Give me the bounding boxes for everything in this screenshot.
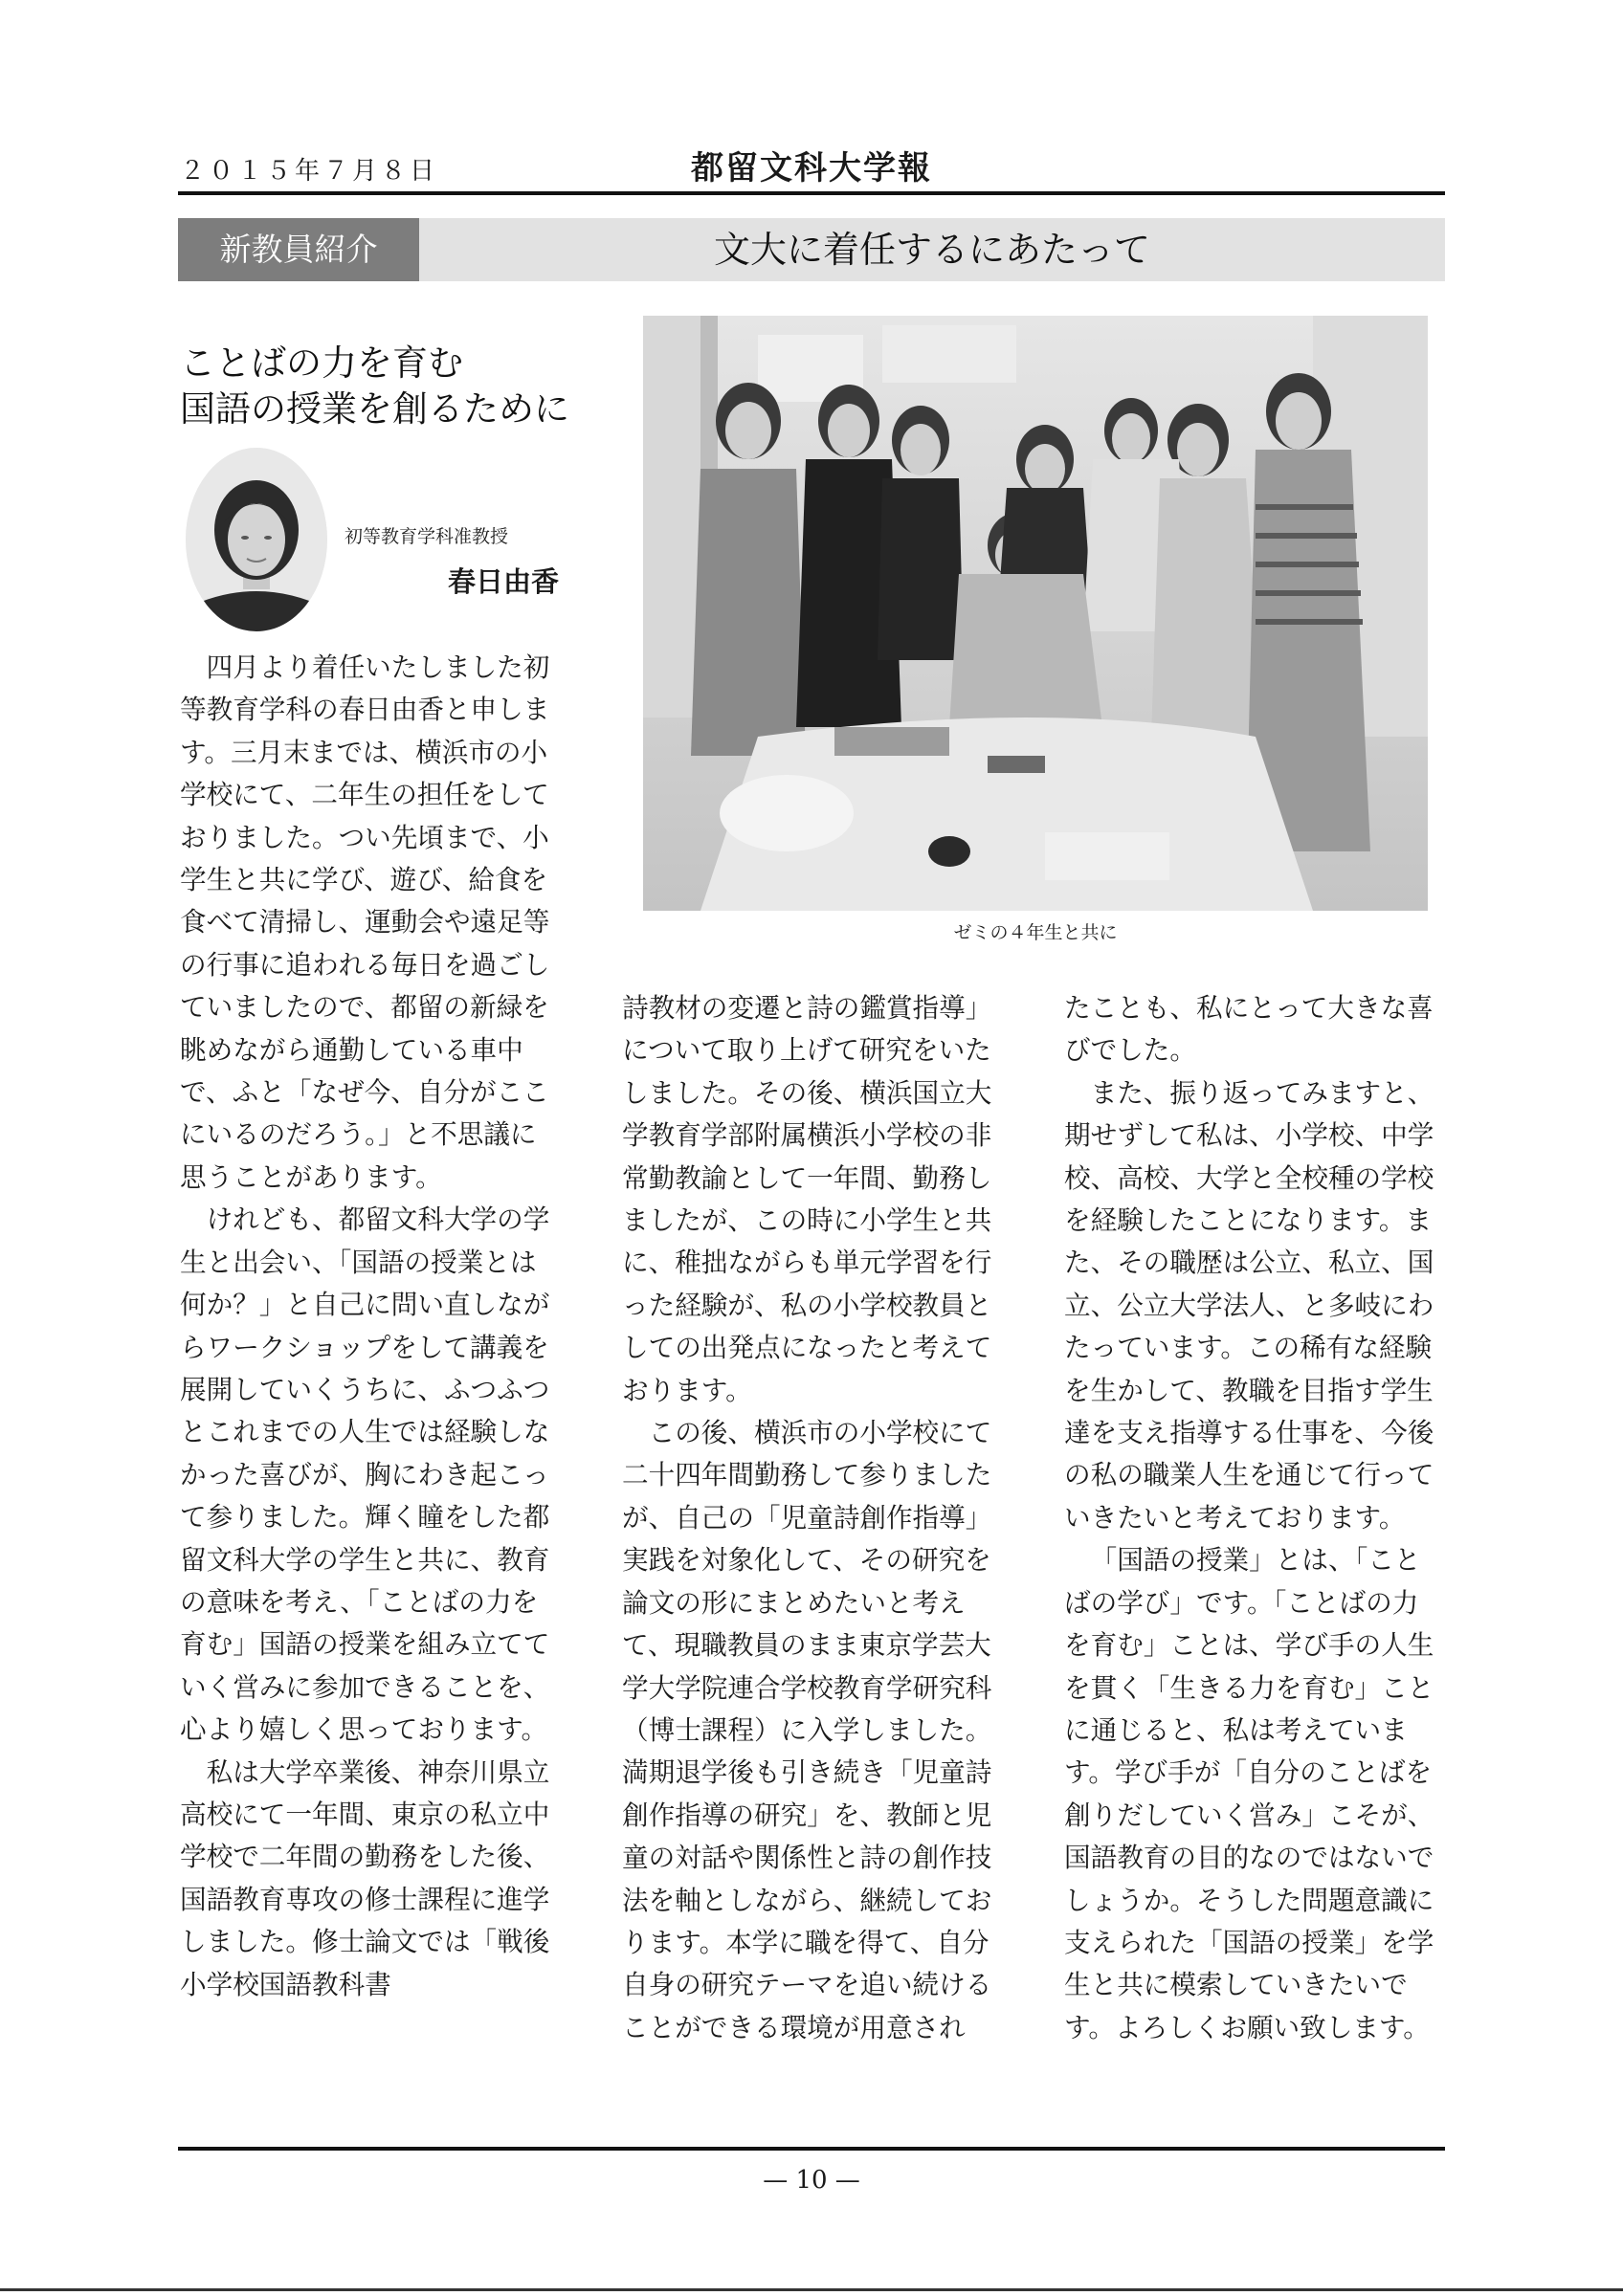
issue-date: ２０１５年７月８日: [180, 157, 439, 186]
paragraph: けれども、都留文科大学の学生と出会い、「国語の授業とは何か？」と自己に問い直しながらワークショップをして講義を展開していくうちに、ふつふつとこれまでの人生では経験しなかった喜びが、胸にわき起こって参りました。輝く瞳をした都留文科大学の学生と共に、教育の意味を考え、「ことばの力を育む」国語の授業を組み立てていく営みに参加できることを、心より嬉しく思っております。: [180, 1203, 550, 1746]
headline-line-1: ことばの力を育む: [180, 342, 463, 384]
body-column-2: [622, 987, 999, 2049]
author-title: 初等教育学科准教授: [345, 526, 509, 547]
page-number: — 10 —: [763, 2166, 860, 2195]
paragraph: また、振り返ってみますと、期せずして私は、小学校、中学校、高校、大学と全校種の学校を経験したことになります。また、その職歴は公立、私立、国立、公立大学法人、と多岐にわたっています。この稀有な経験を生かして、教職を目指す学生達を支え指導する仕事を、今後の私の職業人生を通じて行っていきたいと考えております。: [1064, 1076, 1434, 1534]
section-title: 文大に着任するにあたって: [713, 229, 1150, 271]
body-column-1: [180, 647, 557, 2006]
masthead-title: 都留文科大学報: [691, 149, 932, 188]
paragraph: この後、横浜市の小学校にて二十四年間勤務して参りましたが、自己の「児童詩創作指導」実践を対象化して、その研究を論文の形にまとめたいと考えて、現職教員のまま東京学芸大学大学院連合学校教育学研究科（博士課程）に入学しました。満期退学後も引き続き「児童詩創作指導の研究」を、教師と児童の対話や関係性と詩の創作技法を軸としながら、継続しております。本学に職を得て、自分自身の研究テーマを追い続けることができる環境が用意され: [622, 1417, 992, 2043]
paragraph: たことも、私にとって大きな喜びでした。: [1064, 992, 1434, 1067]
paragraph: 四月より着任いたしました初等教育学科の春日由香と申します。三月末までは、横浜市の小学校にて、二年生の担任をしておりました。つい先頃まで、小学生と共に学び、遊び、給食を食べて清掃し、運動会や遠足等の行事に追われる毎日を過ごしていましたので、都留の新緑を眺めながら通勤している車中で、ふと「なぜ今、自分がここにいるのだろう。」と不思議に思うことがあります。: [180, 651, 550, 1193]
section-label: 新教員紹介: [178, 218, 419, 281]
seminar-group-photo: [643, 316, 1428, 911]
paragraph: 私は大学卒業後、神奈川県立高校にて一年間、東京の私立中学校で二年間の勤務をした後、国語教育専攻の修士課程に進学しました。修士論文では「戦後小学校国語教科書: [180, 1755, 550, 2000]
headline-line-2: 国語の授業を創るために: [180, 388, 569, 430]
photo-caption: ゼミの４年生と共に: [953, 922, 1118, 943]
paragraph: 詩教材の変遷と詩の鑑賞指導」について取り上げて研究をいたしました。その後、横浜国立大学教育学部附属横浜小学校の非常勤教諭として一年間、勤務しましたが、この時に小学生と共に、稚拙ながらも単元学習を行った経験が、私の小学校教員としての出発点になったと考えております。: [622, 992, 992, 1406]
body-column-3: [1064, 987, 1441, 2049]
article-headline: [180, 341, 582, 432]
paragraph: 「国語の授業」とは、「ことばの学び」です。「ことばの力を育む」ことは、学び手の人生を貫く「生きる力を育む」ことに通じると、私は考えています。学び手が「自分のことばを創りだしていく営み」こそが、国語教育の目的なのではないでしょうか。そうした問題意識に支えられた「国語の授業」を学生と共に模索していきたいです。よろしくお願い致します。: [1064, 1544, 1434, 2043]
scan-edge-line: [0, 2288, 1623, 2291]
author-portrait: [186, 448, 327, 631]
top-rule: [178, 191, 1445, 195]
author-name: 春日由香: [447, 565, 559, 598]
bottom-rule: [178, 2147, 1445, 2151]
